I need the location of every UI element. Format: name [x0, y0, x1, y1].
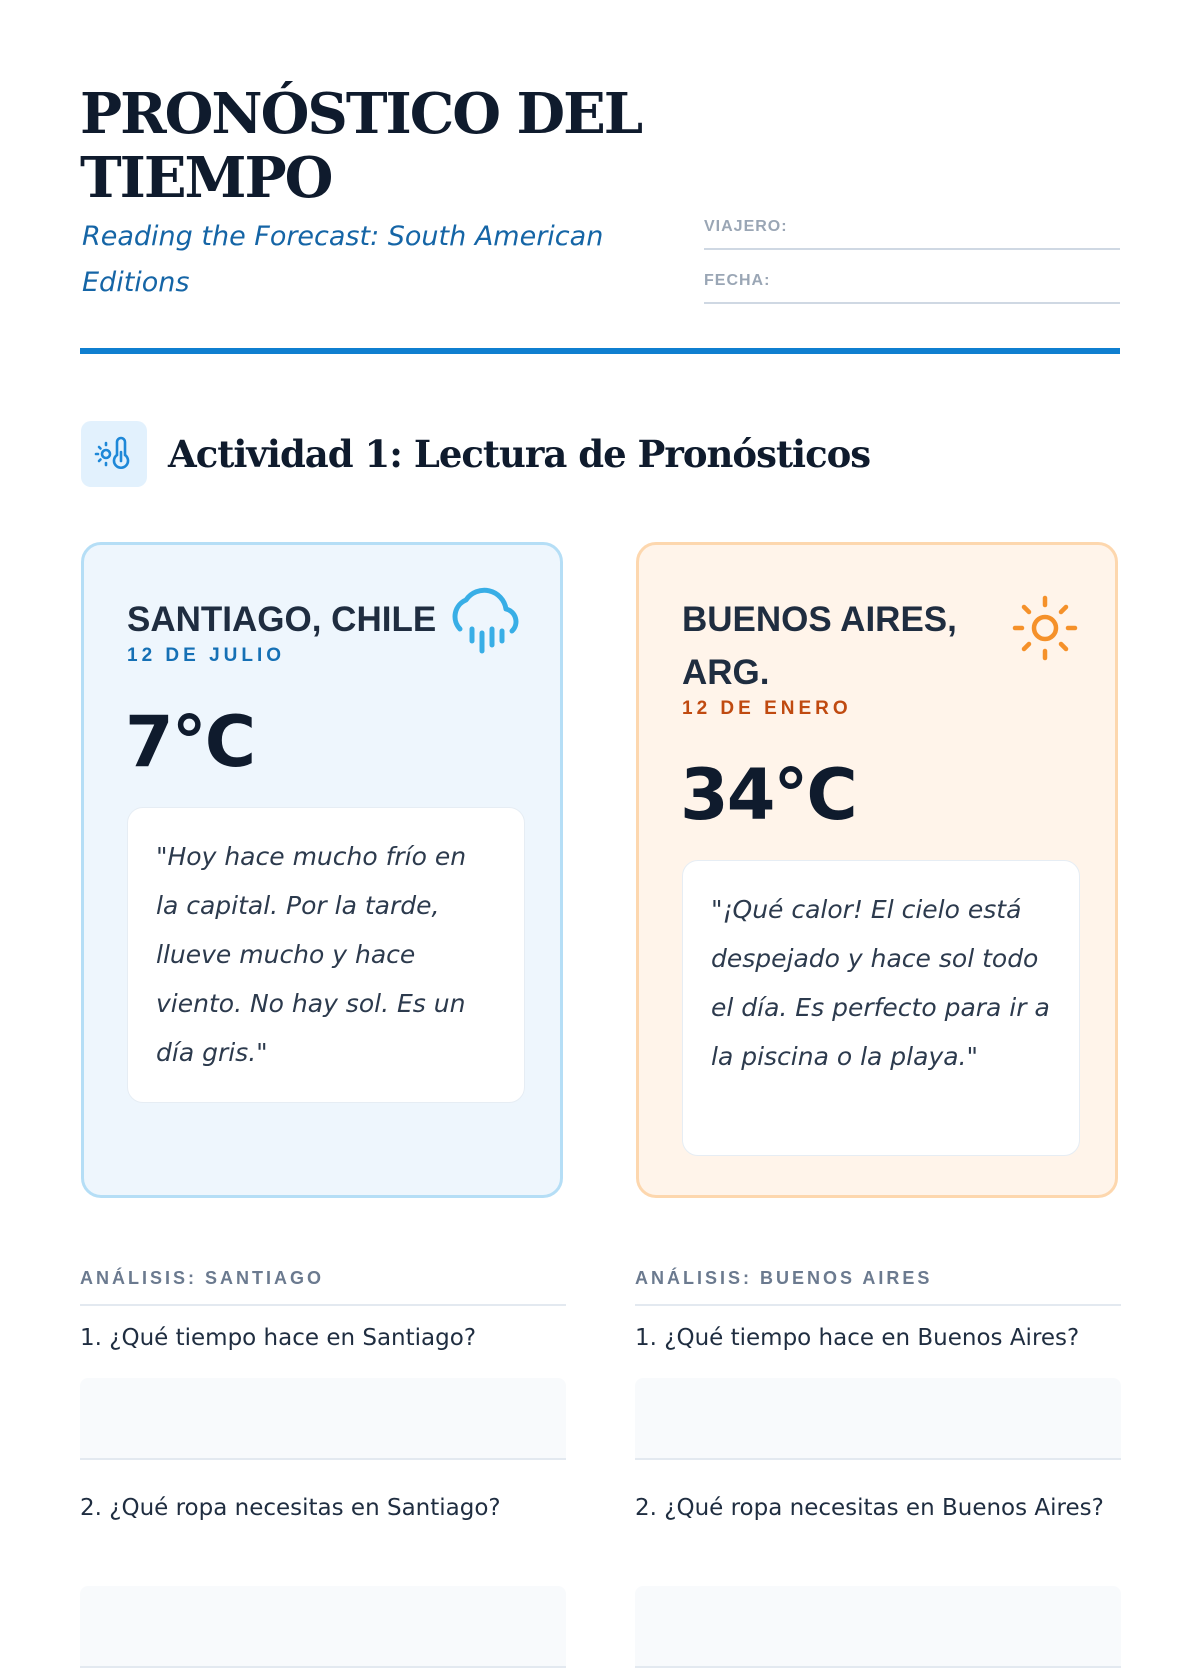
answer-field-2[interactable] — [635, 1586, 1121, 1668]
card-city: BUENOS AIRES, ARG. — [682, 600, 957, 692]
forecast-card-buenos-aires — [636, 542, 1118, 1198]
sun-icon — [1009, 592, 1081, 669]
header-divider — [80, 348, 1120, 354]
thermometer-sun-icon — [81, 421, 147, 487]
question-1: 1. ¿Qué tiempo hace en Santiago? — [80, 1325, 477, 1351]
question-1: 1. ¿Qué tiempo hace en Buenos Aires? — [635, 1325, 1080, 1351]
card-forecast-quote: "¡Qué calor! El cielo está despejado y hace sol todo el día. Es perfecto para ir a la piscina o la playa." — [682, 860, 1080, 1156]
rain-cloud-icon — [446, 587, 524, 670]
question-2: 2. ¿Qué ropa necesitas en Buenos Aires? — [635, 1495, 1104, 1521]
card-date: 12 DE JULIO — [127, 645, 286, 666]
analysis-heading: ANÁLISIS: SANTIAGO — [80, 1268, 566, 1306]
page-title — [80, 82, 700, 210]
date-label: FECHA: — [704, 272, 771, 289]
title-line-2: TIEMPO — [80, 145, 332, 211]
page-subtitle: Reading the Forecast: South American Editions — [82, 221, 604, 298]
title-line-1: PRONÓSTICO DEL — [80, 81, 642, 147]
analysis-buenos-aires — [635, 1268, 1121, 1521]
date-field[interactable] — [704, 262, 1120, 304]
card-temperature: 7°C — [125, 701, 255, 783]
analysis-heading: ANÁLISIS: BUENOS AIRES — [635, 1268, 1121, 1306]
forecast-card-santiago — [81, 542, 563, 1198]
answer-field-2[interactable] — [80, 1586, 566, 1668]
answer-field-1[interactable] — [80, 1378, 566, 1460]
traveler-label: VIAJERO: — [704, 218, 788, 235]
traveler-field[interactable] — [704, 208, 1120, 250]
activity-title: Actividad 1: Lectura de Pronósticos — [168, 432, 871, 476]
question-2: 2. ¿Qué ropa necesitas en Santiago? — [80, 1495, 501, 1521]
analysis-santiago — [80, 1268, 566, 1521]
card-temperature: 34°C — [680, 754, 856, 836]
card-date: 12 DE ENERO — [682, 698, 852, 719]
answer-field-1[interactable] — [635, 1378, 1121, 1460]
card-city: SANTIAGO, CHILE — [127, 600, 437, 639]
card-forecast-quote: "Hoy hace mucho frío en la capital. Por la tarde, llueve mucho y hace viento. No hay sol. Es un día gris." — [127, 807, 525, 1103]
